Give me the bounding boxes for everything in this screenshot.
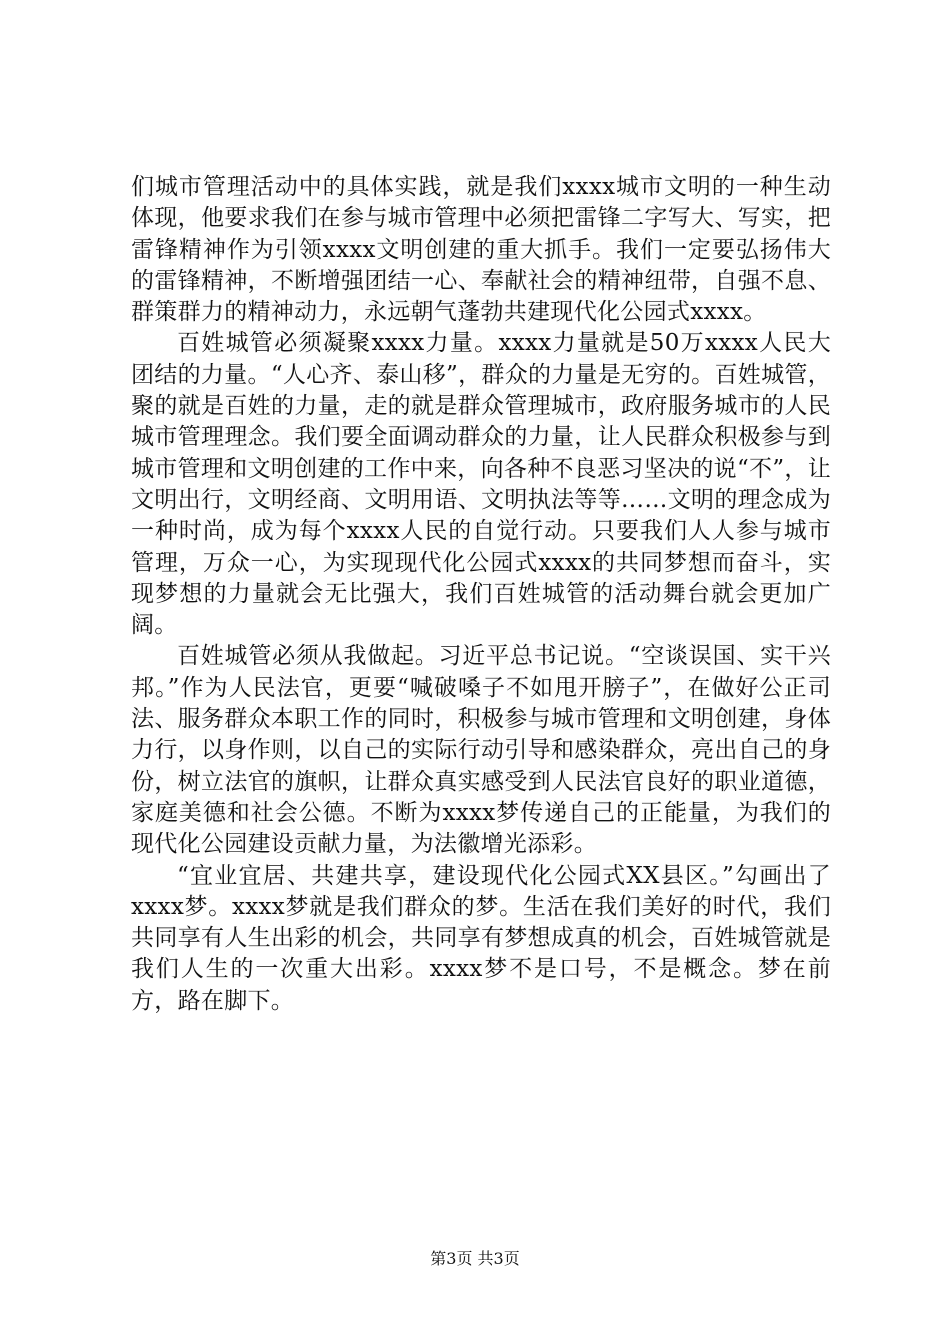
paragraph-dream: “宜业宜居、共建共享，建设现代化公园式XX县区。”勾画出了xxxx梦。xxxx梦就是我们群众的梦。生活在我们美好的时代，我们共同享有人生出彩的机会，共同享有梦想成真的机会，百姓城管就是我们人生的一次重大出彩。xxxx梦不是口号，不是概念。梦在前方，路在脚下。 <box>131 862 831 1014</box>
paragraph-continuation: 们城市管理活动中的具体实践，就是我们xxxx城市文明的一种生动体现，他要求我们在参与城市管理中必须把雷锋二字写大、写实，把雷锋精神作为引领xxxx文明创建的重大抓手。我们一定要弘扬伟大的雷锋精神，不断增强团结一心、奉献社会的精神纽带，自强不息、群策群力的精神动力，永远朝气蓬勃共建现代化公园式xxxx。 <box>131 174 831 326</box>
paragraph-cohesion: 百姓城管必须凝聚xxxx力量。xxxx力量就是50万xxxx人民大团结的力量。“人心齐、泰山移”，群众的力量是无穷的。百姓城管，聚的就是百姓的力量，走的就是群众管理城市，政府服务城市的人民城市管理理念。我们要全面调动群众的力量，让人民群众积极参与到城市管理和文明创建的工作中来，向各种不良恶习坚决的说“不”，让文明出行，文明经商、文明用语、文明执法等等……文明的理念成为一种时尚，成为每个xxxx人民的自觉行动。只要我们人人参与城市管理，万众一心，为实现现代化公园式xxxx的共同梦想而奋斗，实现梦想的力量就会无比强大，我们百姓城管的活动舞台就会更加广阔。 <box>131 330 831 639</box>
page-number-footer: 第3页 共3页 <box>430 1249 520 1268</box>
document-body <box>131 172 831 1017</box>
paragraph-start-with-me: 百姓城管必须从我做起。习近平总书记说。“空谈误国、实干兴邦。”作为人民法官，更要“喊破嗓子不如甩开膀子”，在做好公正司法、服务群众本职工作的同时，积极参与城市管理和文明创建，身体力行，以身作则，以自己的实际行动引导和感染群众，亮出自己的身份，树立法官的旗帜，让群众真实感受到人民法官良好的职业道德，家庭美德和社会公德。不断为xxxx梦传递自己的正能量，为我们的现代化公园建设贡献力量，为法徽增光添彩。 <box>131 643 831 858</box>
